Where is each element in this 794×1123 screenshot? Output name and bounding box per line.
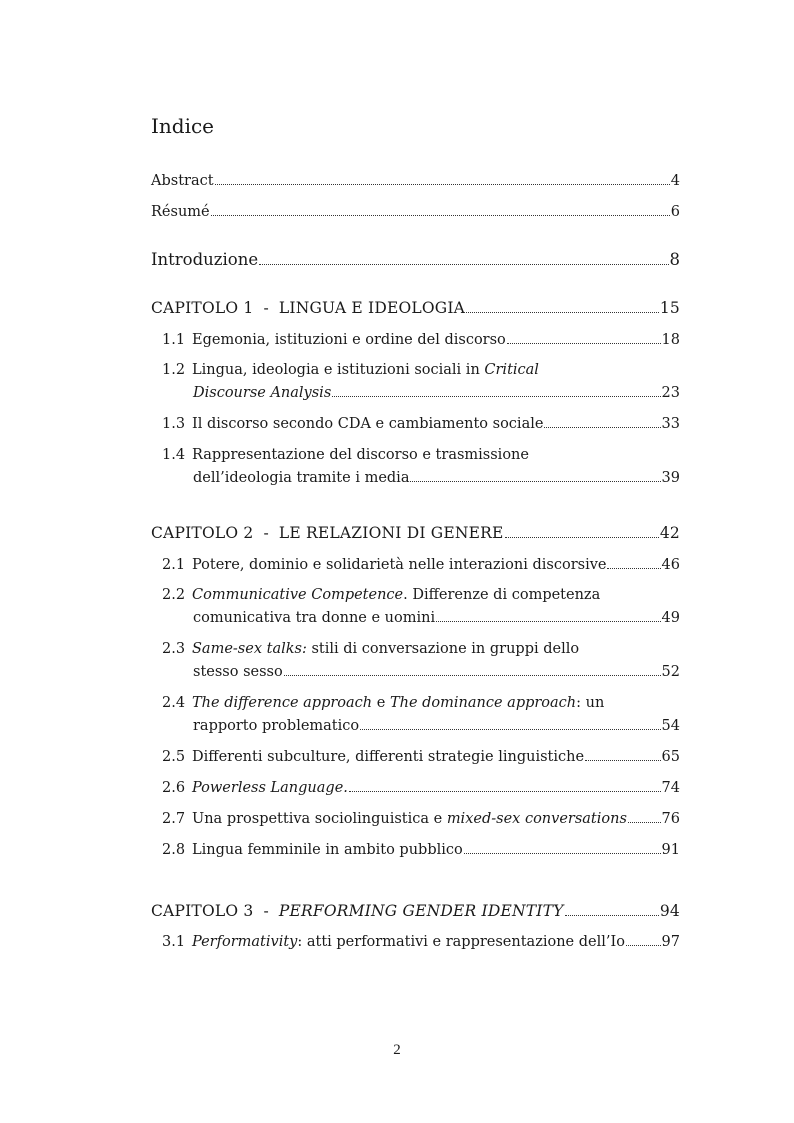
section-number: 2.5	[162, 749, 186, 765]
leader-dots	[544, 427, 660, 428]
leader-dots	[628, 822, 661, 823]
toc-page: 76	[661, 811, 680, 827]
toc-section-1-3[interactable]	[162, 416, 680, 432]
section-title: Differenti subculture, differenti strategie linguistiche	[192, 749, 585, 765]
toc-section-2-8[interactable]	[162, 842, 680, 858]
leader-dots	[626, 945, 661, 946]
toc-page: 54	[661, 718, 680, 734]
section-title: Egemonia, istituzioni e ordine del discorso	[192, 332, 506, 348]
leader-dots	[565, 915, 659, 916]
toc-section-1-4-line1[interactable]	[162, 447, 529, 463]
toc-page: 94	[659, 902, 680, 920]
leader-dots	[585, 760, 661, 761]
toc-page: 52	[661, 664, 680, 680]
toc-chapter-1[interactable]	[151, 299, 680, 317]
toc-section-3-1[interactable]	[162, 934, 680, 950]
page-title: Indice	[151, 114, 215, 138]
section-title-cont: dell’ideologia tramite i media	[193, 470, 410, 486]
leader-dots	[464, 853, 661, 854]
toc-page: 46	[661, 557, 680, 573]
chapter-heading: CAPITOLO 1 - LINGUA E IDEOLOGIA	[151, 299, 466, 317]
toc-label: Résumé	[151, 204, 210, 220]
toc-page: 33	[661, 416, 680, 432]
section-title-cont: Discourse Analysis	[193, 385, 332, 401]
section-number: 1.3	[162, 416, 186, 432]
section-number: 1.4	[162, 447, 186, 463]
toc-entry-introduzione[interactable]	[151, 250, 680, 269]
leader-dots	[211, 215, 670, 216]
toc-section-2-2-line2[interactable]	[193, 610, 680, 626]
toc-page: 97	[661, 934, 680, 950]
leader-dots	[410, 481, 660, 482]
chapter-heading: CAPITOLO 2 - LE RELAZIONI DI GENERE	[151, 524, 504, 542]
toc-page: 39	[661, 470, 680, 486]
toc-section-2-6[interactable]	[162, 780, 680, 796]
toc-page: 65	[661, 749, 680, 765]
section-title-cont: stesso sesso	[193, 664, 283, 680]
section-number: 3.1	[162, 934, 186, 950]
section-number: 2.2	[162, 587, 186, 603]
toc-page: 6	[670, 204, 680, 220]
toc-page: 15	[659, 299, 680, 317]
leader-dots	[215, 184, 670, 185]
toc-label: Introduzione	[151, 250, 259, 269]
toc-label: Abstract	[151, 173, 214, 189]
section-title: Rappresentazione del discorso e trasmissione	[192, 447, 529, 463]
leader-dots	[284, 675, 661, 676]
leader-dots	[332, 396, 660, 397]
toc-section-2-3-line1[interactable]	[162, 641, 579, 657]
toc-section-2-1[interactable]	[162, 557, 680, 573]
toc-section-2-2-line1[interactable]	[162, 587, 600, 603]
leader-dots	[466, 312, 659, 313]
toc-page: 23	[661, 385, 680, 401]
leader-dots	[360, 729, 660, 730]
section-title: Same-sex talks: stili di conversazione in gruppi dello	[192, 641, 580, 657]
page-number: 2	[393, 1042, 401, 1058]
section-number: 1.1	[162, 332, 186, 348]
toc-section-2-4-line2[interactable]	[193, 718, 680, 734]
section-number: 2.7	[162, 811, 186, 827]
section-title: Lingua femminile in ambito pubblico	[192, 842, 463, 858]
toc-page: 18	[661, 332, 680, 348]
leader-dots	[436, 621, 660, 622]
leader-dots	[507, 343, 661, 344]
section-title: Una prospettiva sociolinguistica e mixed-sex conversations	[192, 811, 627, 827]
section-number: 2.3	[162, 641, 186, 657]
leader-dots	[607, 568, 660, 569]
toc-chapter-2[interactable]	[151, 524, 680, 542]
section-title-cont: comunicativa tra donne e uomini	[193, 610, 436, 626]
toc-entry-resume[interactable]	[151, 204, 680, 220]
section-title: Il discorso secondo CDA e cambiamento sociale	[192, 416, 544, 432]
section-title: Lingua, ideologia e istituzioni sociali in Critical	[192, 362, 539, 378]
section-number: 1.2	[162, 362, 186, 378]
section-number: 2.6	[162, 780, 186, 796]
toc-section-2-3-line2[interactable]	[193, 664, 680, 680]
section-title: Communicative Competence. Differenze di competenza	[192, 587, 601, 603]
section-number: 2.4	[162, 695, 186, 711]
toc-page: 49	[661, 610, 680, 626]
section-title-cont: rapporto problematico	[193, 718, 360, 734]
leader-dots	[505, 537, 659, 538]
section-title: Potere, dominio e solidarietà nelle interazioni discorsive	[192, 557, 607, 573]
toc-section-2-7[interactable]	[162, 811, 680, 827]
toc-section-2-4-line1[interactable]	[162, 695, 604, 711]
chapter-heading: CAPITOLO 3 - PERFORMING GENDER IDENTITY	[151, 902, 564, 920]
toc-page: 91	[661, 842, 680, 858]
leader-dots	[259, 264, 668, 265]
section-title: The difference approach e The dominance approach: un	[192, 695, 605, 711]
section-number: 2.8	[162, 842, 186, 858]
toc-section-1-2-line1[interactable]	[162, 362, 539, 378]
toc-chapter-3[interactable]	[151, 902, 680, 920]
leader-dots	[349, 791, 661, 792]
toc-page: 42	[659, 524, 680, 542]
toc-page: 74	[661, 780, 680, 796]
toc-section-1-4-line2[interactable]	[193, 470, 680, 486]
section-number: 2.1	[162, 557, 186, 573]
toc-section-1-2-line2[interactable]	[193, 385, 680, 401]
toc-page: 8	[669, 250, 680, 269]
toc-section-1-1[interactable]	[162, 332, 680, 348]
toc-section-2-5[interactable]	[162, 749, 680, 765]
toc-page: 4	[670, 173, 680, 189]
section-title: Performativity: atti performativi e rappresentazione dell’Io	[192, 934, 625, 950]
toc-entry-abstract[interactable]	[151, 173, 680, 189]
section-title: Powerless Language.	[192, 780, 348, 796]
